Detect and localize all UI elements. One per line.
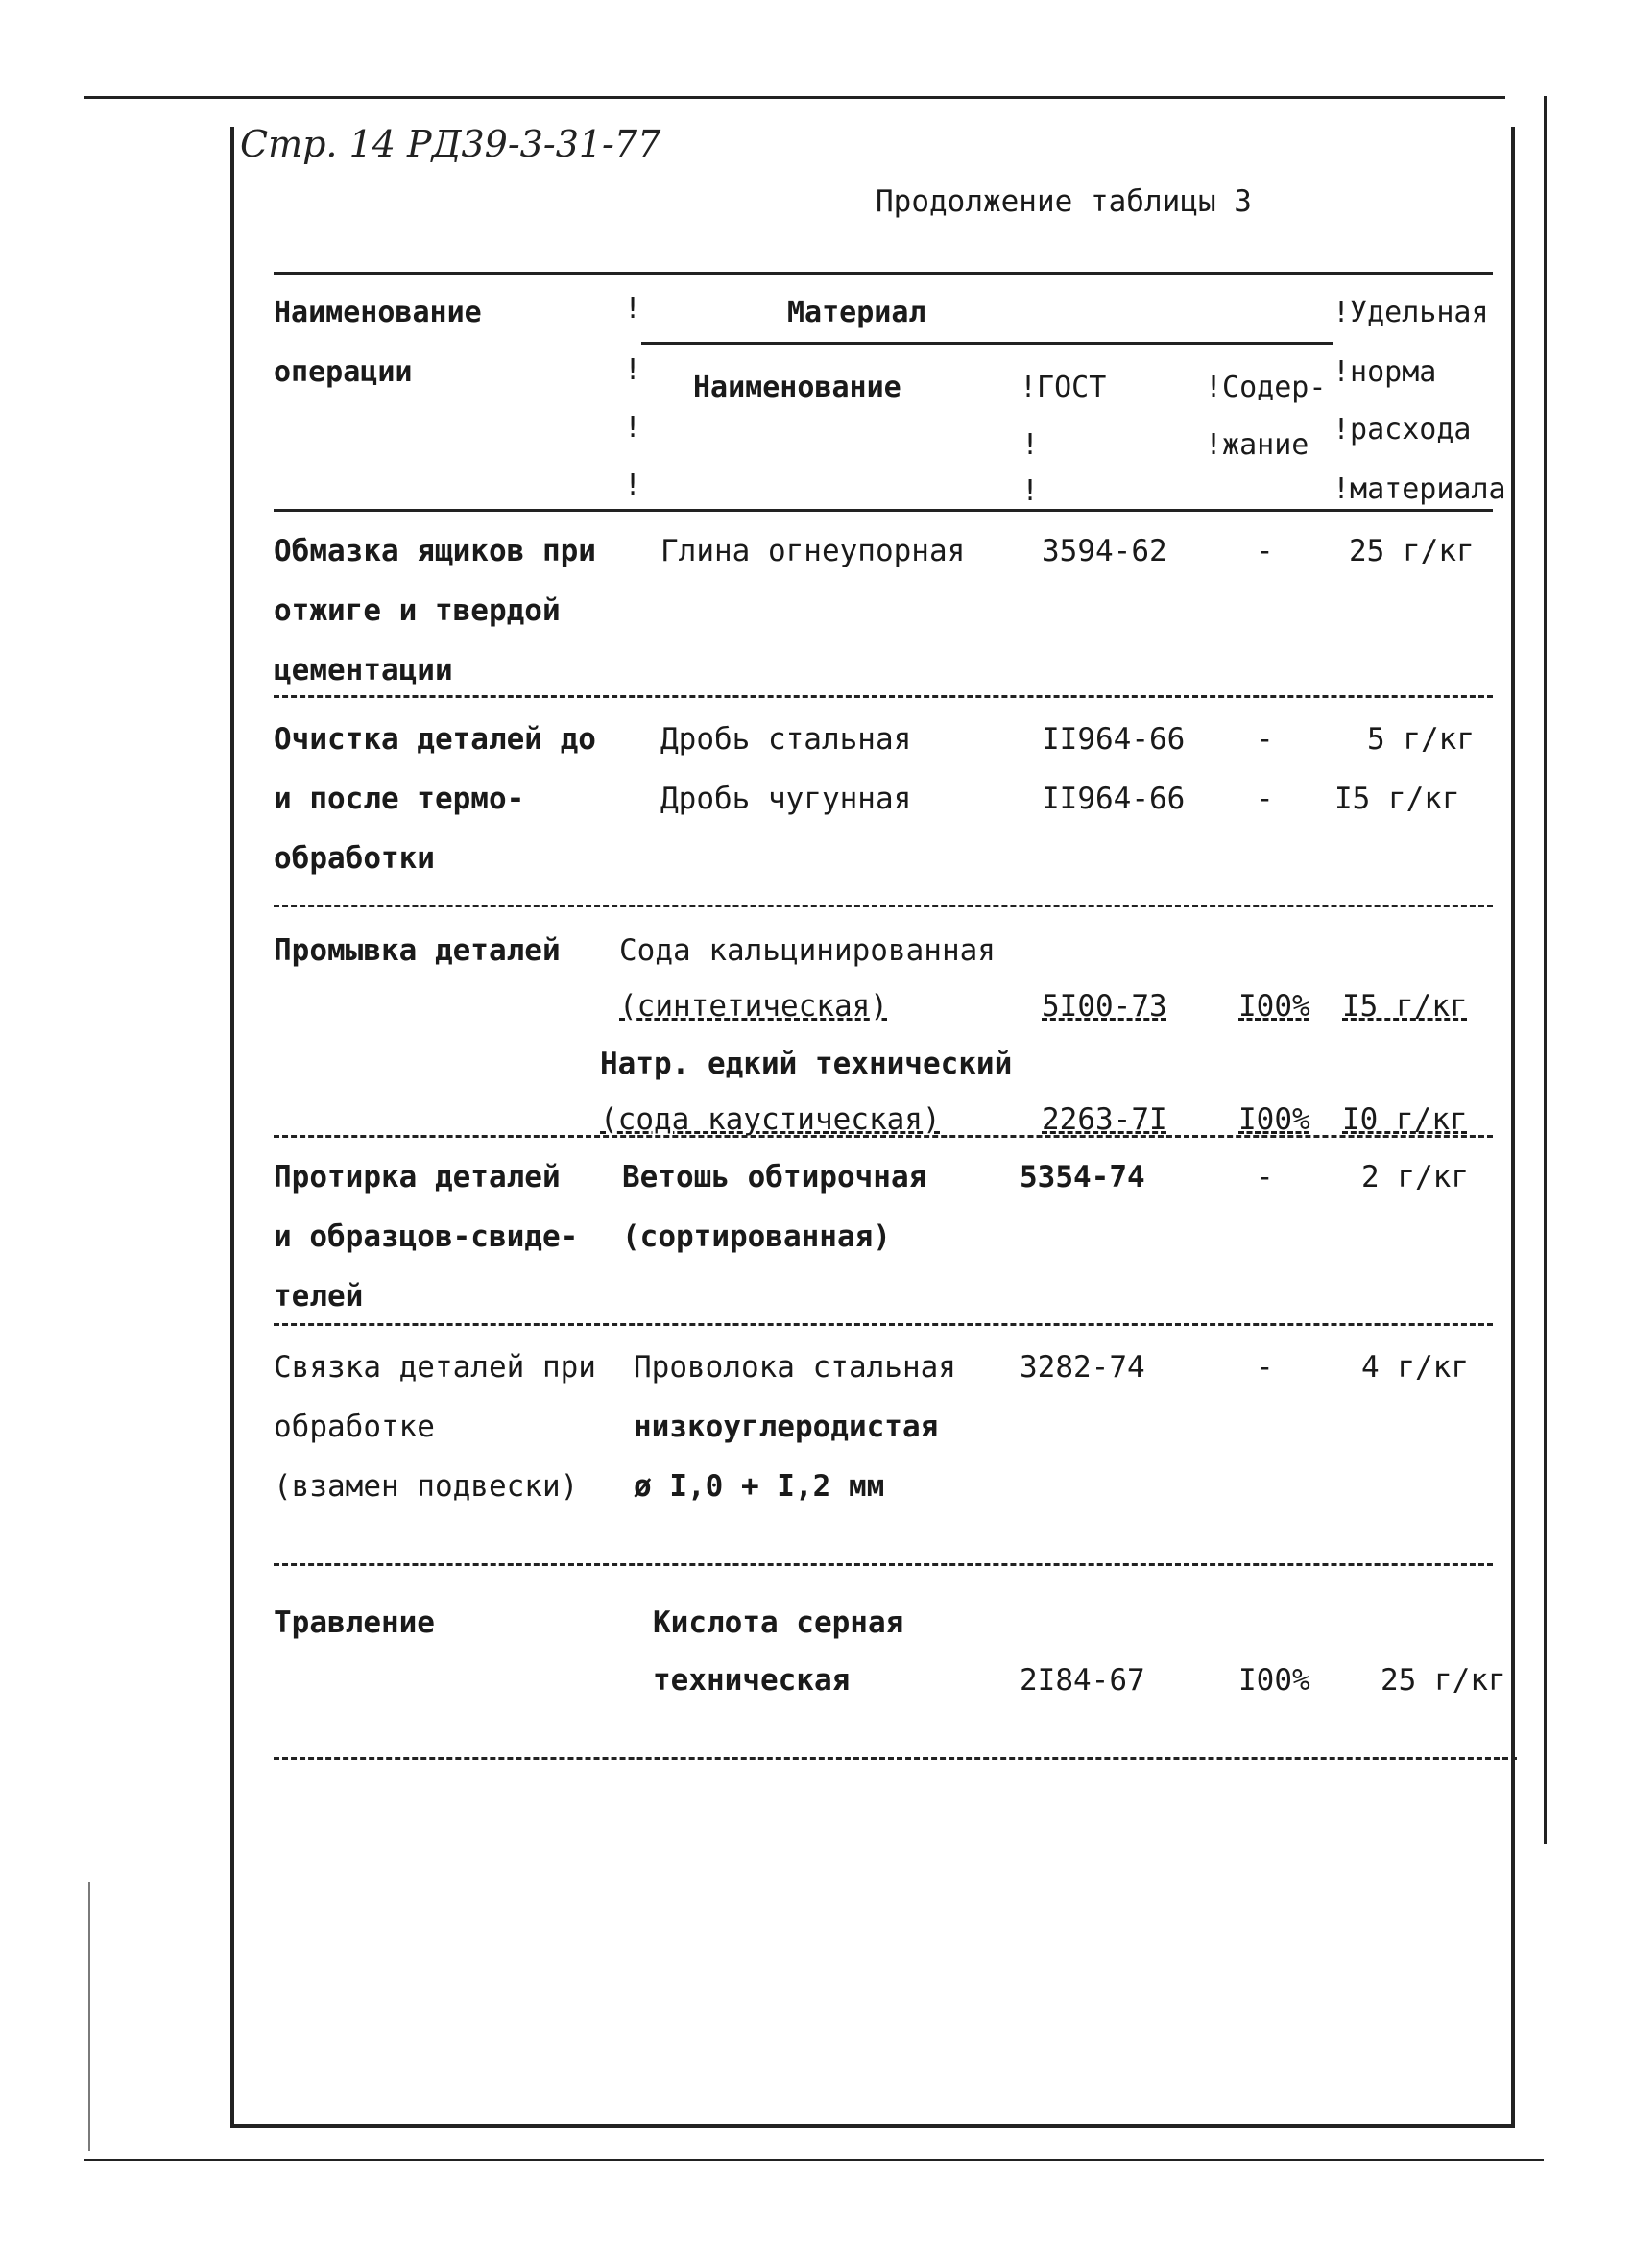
header-norm-4: !материала <box>1333 472 1506 506</box>
scan-top-rule <box>84 96 1505 99</box>
row-operation: и образцов-свиде- <box>274 1219 579 1254</box>
row-operation: и после термо- <box>274 782 525 816</box>
material-content: - <box>1256 534 1274 568</box>
row-operation: Связка деталей при <box>274 1350 596 1385</box>
material-norm: 25 г/кг <box>1349 534 1475 568</box>
header-sep: ! <box>624 469 642 502</box>
header-sep: ! <box>624 292 642 326</box>
material-norm: 4 г/кг <box>1361 1350 1469 1385</box>
header-gost: !ГОСТ <box>1020 371 1107 404</box>
material-name: Ветошь обтирочная <box>622 1160 927 1194</box>
header-top-rule <box>274 272 1493 275</box>
material-norm: 2 г/кг <box>1361 1160 1469 1194</box>
header-sep: ! <box>624 411 642 445</box>
row-operation: Очистка деталей до <box>274 722 596 757</box>
row-operation: обработки <box>274 841 435 876</box>
header-material-name: Наименование <box>693 371 901 404</box>
material-norm: I5 г/кг <box>1342 989 1468 1024</box>
row-operation: Обмазка ящиков при <box>274 534 596 568</box>
row-operation: Травление <box>274 1605 435 1640</box>
row-operation: (взамен подвески) <box>274 1469 579 1504</box>
material-name: (сода каустическая) <box>600 1102 941 1137</box>
material-name: (синтетическая) <box>619 989 888 1024</box>
header-norm: !Удельная <box>1333 296 1489 329</box>
row-operation: телей <box>274 1279 364 1314</box>
row-divider <box>274 1757 1517 1760</box>
page-stamp: Стр. 14 РД39-3-31-77 <box>240 123 661 165</box>
material-content: I00% <box>1238 989 1310 1024</box>
material-gost: 2263-7I <box>1042 1102 1167 1137</box>
material-content: - <box>1256 1350 1274 1385</box>
material-name: Сода кальцинированная <box>619 933 996 968</box>
material-name: Дробь чугунная <box>660 782 912 816</box>
material-gost: II964-66 <box>1042 782 1186 816</box>
header-operation: Наименование <box>274 296 482 329</box>
material-norm: 5 г/кг <box>1367 722 1475 757</box>
material-gost: 5354-74 <box>1020 1160 1145 1194</box>
row-divider <box>274 905 1493 907</box>
material-name: Кислота серная <box>653 1605 904 1640</box>
material-gost: 3282-74 <box>1020 1350 1145 1385</box>
row-operation: обработке <box>274 1410 435 1444</box>
header-material: Материал <box>787 296 926 329</box>
header-norm-2: !норма <box>1333 355 1437 389</box>
material-norm: 25 г/кг <box>1381 1663 1506 1698</box>
material-name: Проволока стальная <box>634 1350 956 1385</box>
row-divider <box>274 1563 1493 1566</box>
header-content-2: !жание <box>1205 428 1309 462</box>
header-sep: ! <box>624 353 642 387</box>
material-gost: 5I00-73 <box>1042 989 1167 1024</box>
scan-left-mark <box>88 1882 90 2151</box>
header-sep: ! <box>1021 474 1040 508</box>
header-norm-3: !расхода <box>1333 413 1472 446</box>
material-name: техническая <box>653 1663 851 1698</box>
material-content: - <box>1256 722 1274 757</box>
row-operation: цементации <box>274 653 453 688</box>
material-content: I00% <box>1238 1663 1310 1698</box>
material-name: Глина огнеупорная <box>660 534 966 568</box>
material-norm: I5 г/кг <box>1334 782 1460 816</box>
row-divider <box>274 1135 1493 1138</box>
material-name: (сортированная) <box>622 1219 891 1254</box>
table-caption: Продолжение таблицы 3 <box>876 184 1252 219</box>
scan-bottom-rule <box>84 2159 1544 2161</box>
row-divider <box>274 695 1493 698</box>
material-name: ø I,0 + I,2 мм <box>634 1469 885 1504</box>
scan-right-edge <box>1544 96 1547 1844</box>
material-gost: II964-66 <box>1042 722 1186 757</box>
material-content: I00% <box>1238 1102 1310 1137</box>
material-norm: I0 г/кг <box>1342 1102 1468 1137</box>
material-name: Дробь стальная <box>660 722 912 757</box>
material-content: - <box>1256 782 1274 816</box>
material-subrule <box>641 342 1333 345</box>
header-sep: ! <box>1021 428 1040 462</box>
row-operation: отжиге и твердой <box>274 593 561 628</box>
row-operation: Протирка деталей <box>274 1160 561 1194</box>
header-bottom-rule <box>274 509 1493 512</box>
material-gost: 2I84-67 <box>1020 1663 1145 1698</box>
header-content: !Содер- <box>1205 371 1327 404</box>
material-name: Натр. едкий технический <box>600 1047 1013 1081</box>
header-operation-2: операции <box>274 355 413 389</box>
material-content: - <box>1256 1160 1274 1194</box>
material-name: низкоуглеродистая <box>634 1410 939 1444</box>
material-gost: 3594-62 <box>1042 534 1167 568</box>
row-operation: Промывка деталей <box>274 933 561 968</box>
row-divider <box>274 1323 1493 1326</box>
